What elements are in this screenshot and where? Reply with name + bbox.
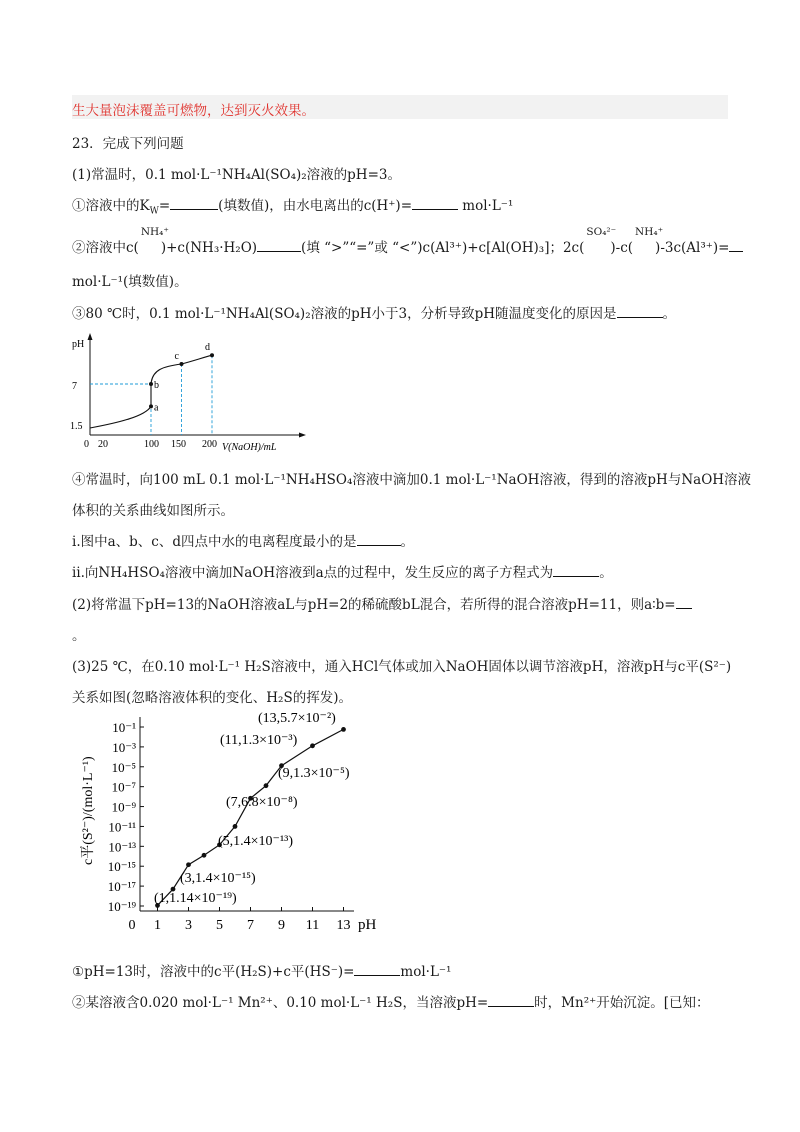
part3-stem-line1: (3)25 ℃，在0.10 mol·L⁻¹ H₂S溶液中，通入HCl气体或加入NaOH固体以调节溶液pH，溶液pH与c平(S²⁻): [72, 659, 732, 675]
part1-q4-i: ⅰ.图中a、b、c、d四点中水的电离程度最小的是 。: [72, 534, 415, 550]
y-tick-label: 1.5: [70, 421, 83, 432]
y-tick-label: 10⁻¹¹: [108, 819, 136, 835]
answer-blank[interactable]: [488, 994, 534, 1007]
x-tick-label: 0: [128, 918, 136, 933]
x-tick-label: 1: [154, 918, 161, 933]
point-a: [149, 404, 153, 408]
x-axis-label: pH: [358, 917, 377, 933]
sulfate-ion: SO₄²⁻: [586, 226, 617, 238]
question-heading: 23．完成下列问题: [72, 136, 184, 152]
y-axis-label: pH: [72, 339, 85, 350]
y-axis-label: c平(S²⁻)/(mol·L⁻¹): [81, 756, 96, 865]
data-point: [310, 743, 315, 748]
part1-q2: ②溶液中c( NH₄⁺ )+c(NH₃·H₂O) (填 “>”“=”或 “<”)c(Al³⁺)+c[Al(OH)₃]；2c( SO₄²⁻ )-c( NH₄⁺ )-3c(Al³⁺)=: [72, 236, 743, 256]
ammonium-ion: NH₄⁺: [140, 226, 169, 238]
point-annotation: (11,1.3×10⁻³): [220, 733, 298, 748]
x-tick-label: 13: [336, 918, 351, 933]
y-tick-label: 10⁻¹³: [108, 839, 136, 855]
y-tick-label: 10⁻¹: [112, 720, 136, 735]
answer-blank[interactable]: [357, 533, 401, 546]
banner-text: 生大量泡沫覆盖可燃物，达到灭火效果。: [72, 103, 315, 119]
x-tick-label: 3: [185, 918, 192, 933]
x-tick-label: 5: [216, 918, 223, 933]
x-tick-label: 9: [278, 918, 285, 933]
point-annotation: (1,1.14×10⁻¹⁹): [154, 891, 237, 906]
part1-q2-unit: mol·L⁻¹(填数值)。: [72, 274, 188, 290]
x-tick-label: 150: [171, 439, 186, 450]
point-annotation: (5,1.4×10⁻¹³): [218, 834, 294, 849]
part1-q4-line2: 体积的关系曲线如图所示。: [72, 503, 234, 519]
part3-stem-line2: 关系如图(忽略溶液体积的变化、H₂S的挥发)。: [72, 690, 352, 706]
y-tick-label: 10⁻¹⁹: [107, 899, 136, 914]
titration-chart: [70, 325, 320, 460]
sulfide-chart: [70, 705, 390, 950]
titration-curve: [90, 355, 212, 428]
answer-blank[interactable]: [354, 963, 400, 976]
part1-q1: ①溶液中的$K_W=$ (填数值)，由水电离出的c(H⁺)= mol·L⁻¹: [72, 198, 514, 217]
ammonium-ion: NH₄⁺: [635, 226, 664, 238]
x-tick-label: 100: [144, 439, 159, 450]
part2-stem: (2)将常温下pH=13的NaOH溶液aL与pH=2的稀硫酸bL混合，若所得的混合溶液pH=11，则a∶b=: [72, 593, 692, 613]
point-label-d: d: [205, 342, 210, 354]
y-tick-label: 10⁻⁷: [111, 779, 136, 795]
part2-end: 。: [72, 628, 86, 644]
point-annotation: (7,6.8×10⁻⁸): [226, 795, 298, 810]
answer-blank[interactable]: [412, 197, 458, 210]
answer-blank[interactable]: [676, 596, 692, 609]
x-tick-label: 11: [305, 918, 320, 933]
y-tick-label: 10⁻⁹: [111, 799, 136, 815]
point-d: [210, 353, 214, 357]
data-point: [186, 862, 191, 867]
y-tick-label: 7: [72, 381, 77, 392]
point-b: [149, 382, 153, 386]
part1-stem: (1)常温时，0.1 mol·L⁻¹NH₄Al(SO₄)₂溶液的pH=3。: [72, 167, 401, 183]
point-label-a: a: [154, 402, 159, 414]
part1-q4-line1: ④常温时，向100 mL 0.1 mol·L⁻¹NH₄HSO₄溶液中滴加0.1 mol·L⁻¹NaOH溶液，得到的溶液pH与NaOH溶液: [72, 472, 752, 488]
part3-q1: ①pH=13时，溶液中的c平(H₂S)+c平(HS⁻)= mol·L⁻¹: [72, 964, 452, 980]
x-axis-label: V(NaOH)/mL: [222, 442, 277, 453]
data-point: [341, 727, 346, 732]
point-annotation: (3,1.4×10⁻¹⁵): [180, 871, 256, 886]
x-tick-label: 20: [98, 439, 108, 450]
part1-q3: ③80 ℃时，0.1 mol·L⁻¹NH₄Al(SO₄)₂溶液的pH小于3，分析导致pH随温度变化的原因是 。: [72, 306, 677, 322]
y-tick-label: 10⁻¹⁵: [107, 859, 136, 875]
y-tick-label: 10⁻³: [112, 739, 136, 755]
answer-blank[interactable]: [617, 305, 663, 318]
part3-q2: ②某溶液含0.020 mol·L⁻¹ Mn²⁺、0.10 mol·L⁻¹ H₂S，当溶液pH= 时，Mn²⁺开始沉淀。[已知：: [72, 995, 710, 1011]
answer-blank[interactable]: [729, 239, 743, 252]
origin-label: 0: [84, 439, 89, 450]
x-tick-label: 200: [202, 439, 217, 450]
data-point: [264, 783, 269, 788]
answer-blank[interactable]: [170, 197, 218, 210]
point-label-c: c: [174, 351, 179, 362]
data-point: [202, 853, 207, 858]
point-c: [180, 362, 184, 366]
point-label-b: b: [154, 380, 159, 391]
answer-blank[interactable]: [553, 564, 599, 577]
y-tick-label: 10⁻¹⁷: [107, 879, 136, 895]
part1-q4-ii: ⅱ.向NH₄HSO₄溶液中滴加NaOH溶液到a点的过程中，发生反应的离子方程式为 。: [72, 565, 613, 581]
x-tick-label: 7: [247, 918, 254, 933]
answer-blank[interactable]: [257, 239, 301, 252]
y-tick-label: 10⁻⁵: [111, 759, 136, 775]
point-annotation: (13,5.7×10⁻²): [258, 711, 336, 726]
data-point: [233, 824, 238, 829]
point-annotation: (9,1.3×10⁻⁵): [278, 766, 350, 781]
